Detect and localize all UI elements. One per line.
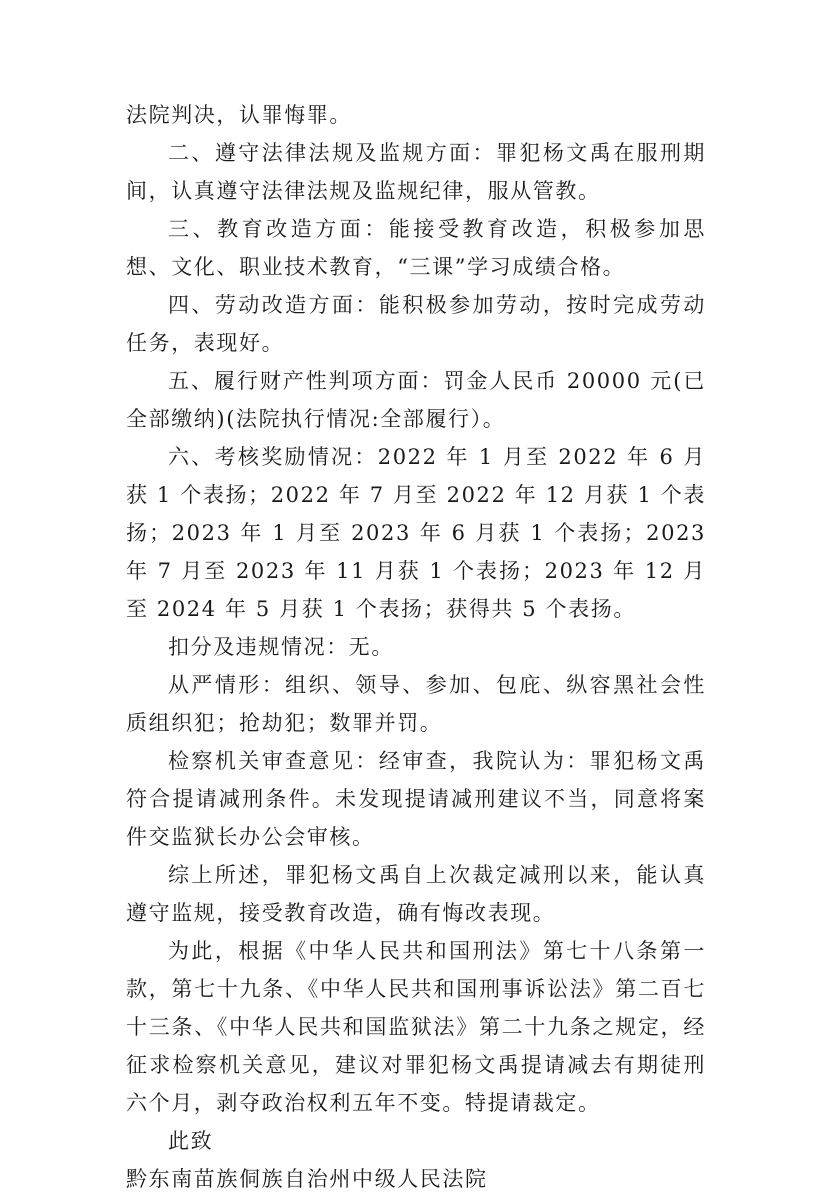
paragraph-procuratorate-opinion: 检察机关审查意见：经审查，我院认为：罪犯杨文禹符合提请减刑条件。未发现提请减刑建议不当，同意将案件交监狱长办公会审核。 [126,749,706,849]
paragraph-legal-basis: 为此，根据《中华人民共和国刑法》第七十八条第一款，第七十九条、《中华人民共和国刑事诉讼法》第二百七十三条、《中华人民共和国监狱法》第二十九条之规定，经征求检察机关意见，建议对罪犯杨文禹提请减去有期徒刑六个月，剥夺政治权利五年不变。特提请裁定。 [126,939,706,1115]
closing-salutation: 此致 [168,1129,214,1153]
paragraph-rewards: 六、考核奖励情况：2022 年 1 月至 2022 年 6 月获 1 个表扬；2022 年 7 月至 2022 年 12 月获 1 个表扬；2023 年 1 月至 2023 年 6 月获 1 个表扬；2023 年 7 月至 2023 年 11 月获 1 个表扬；2023 年 12 月至 2024 年 5 月获 1 个表扬；获得共 5 个表扬。 [126,445,706,621]
paragraph-law-compliance: 二、遵守法律法规及监规方面：罪犯杨文禹在服刑期间，认真遵守法律法规及监规纪律，服从管教。 [126,141,706,203]
paragraph-property-judgment: 五、履行财产性判项方面：罚金人民币 20000 元(已全部缴纳)(法院执行情况:全部履行）。 [126,369,706,431]
paragraph-education: 三、教育改造方面：能接受教育改造，积极参加思想、文化、职业技术教育，“三课”学习成绩合格。 [126,217,706,279]
paragraph-strict-circumstances: 从严情形：组织、领导、参加、包庇、纵容黑社会性质组织犯；抢劫犯；数罪并罚。 [126,673,706,735]
paragraph-continuation: 法院判决，认罪悔罪。 [126,103,352,127]
paragraph-labor: 四、劳动改造方面：能积极参加劳动，按时完成劳动任务，表现好。 [126,293,706,355]
document-body [126,96,706,1198]
paragraph-summary: 综上所述，罪犯杨文禹自上次裁定减刑以来，能认真遵守监规，接受教育改造，确有悔改表现。 [126,863,706,925]
recipient-court: 黔东南苗族侗族自治州中级人民法院 [126,1167,488,1191]
paragraph-violations: 扣分及违规情况：无。 [168,635,394,659]
